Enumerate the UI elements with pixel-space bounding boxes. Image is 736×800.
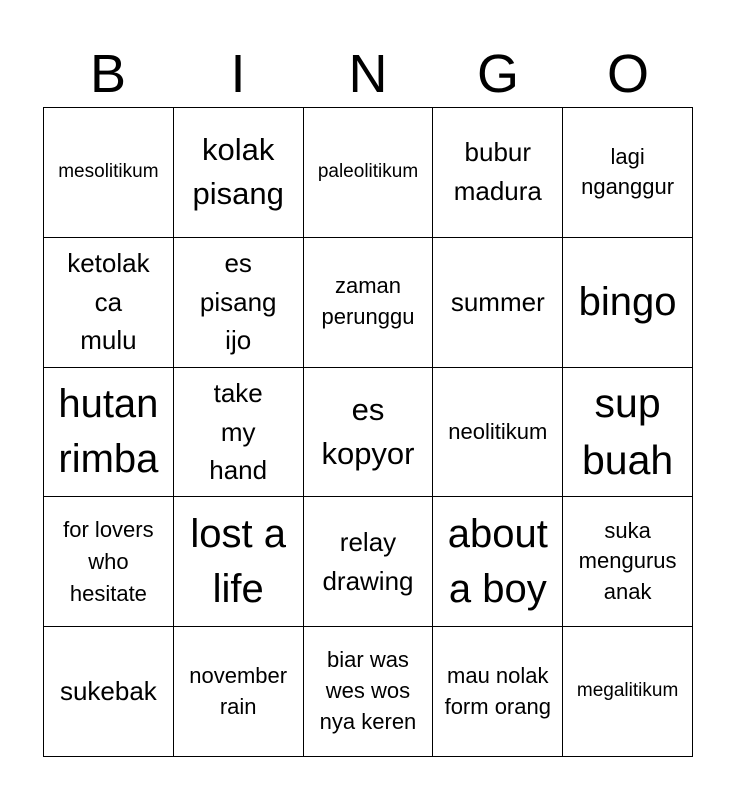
header-letter-n: N	[348, 44, 388, 104]
bingo-cell[interactable]	[174, 627, 304, 757]
bingo-cell[interactable]	[563, 627, 693, 757]
cell-text: hutan rimba	[58, 381, 159, 481]
bingo-cell[interactable]	[433, 497, 563, 627]
cell-text: lost a life	[190, 511, 286, 611]
cell-text: bingo	[578, 279, 677, 324]
bingo-cell[interactable]	[433, 368, 563, 498]
header-letter-g: G	[476, 44, 519, 104]
bingo-cell[interactable]	[174, 368, 304, 498]
cell-text: biar was wes wos nya keren	[319, 647, 417, 734]
cell-text: es pisang ijo	[199, 248, 277, 356]
cell-text: zaman perunggu	[321, 273, 415, 330]
cell-text: mesolitikum	[58, 161, 159, 182]
cell-text: ketolak ca mulu	[67, 248, 150, 356]
bingo-cell[interactable]	[44, 497, 174, 627]
bingo-cell[interactable]	[563, 108, 693, 238]
cell-text: kolak pisang	[192, 132, 284, 212]
bingo-cell[interactable]	[433, 238, 563, 368]
cell-text: relay drawing	[322, 527, 414, 596]
bingo-cell[interactable]	[304, 497, 434, 627]
cell-text: suka mengurus anak	[578, 517, 677, 605]
cell-text: summer	[450, 286, 545, 317]
cell-text: paleolitikum	[317, 161, 419, 182]
bingo-cell[interactable]	[174, 497, 304, 627]
cell-text: sukebak	[59, 676, 157, 707]
cell-text: neolitikum	[448, 418, 548, 444]
bingo-cell[interactable]	[563, 497, 693, 627]
bingo-cell[interactable]	[174, 238, 304, 368]
cell-text: bubur madura	[453, 137, 542, 207]
bingo-cell[interactable]	[563, 368, 693, 498]
header-letter-i: I	[230, 44, 246, 104]
bingo-cell[interactable]	[44, 238, 174, 368]
cell-text: lagi nganggur	[581, 143, 675, 200]
cell-text: mau nolak form orang	[444, 662, 551, 719]
cell-text: november rain	[189, 662, 288, 719]
bingo-cell[interactable]	[563, 238, 693, 368]
bingo-cell[interactable]	[44, 108, 174, 238]
header-letter-o: O	[606, 44, 649, 104]
bingo-cell[interactable]	[433, 627, 563, 757]
cell-text: sup buah	[581, 380, 674, 483]
bingo-cell[interactable]	[44, 627, 174, 757]
cell-text: megalitikum	[576, 680, 679, 702]
bingo-cell[interactable]	[174, 108, 304, 238]
cell-text: about a boy	[447, 511, 548, 611]
header-letter-b: B	[89, 44, 127, 104]
bingo-cell[interactable]	[44, 368, 174, 498]
cell-text: es kopyor	[321, 391, 415, 471]
bingo-cell[interactable]	[304, 368, 434, 498]
bingo-cell[interactable]	[304, 238, 434, 368]
bingo-cell[interactable]	[304, 108, 434, 238]
bingo-cell[interactable]	[304, 627, 434, 757]
bingo-header	[43, 40, 693, 108]
cell-text: take my hand	[209, 378, 268, 486]
bingo-cell[interactable]	[433, 108, 563, 238]
cell-text: for lovers who hesitate	[63, 516, 154, 606]
bingo-board	[43, 107, 693, 757]
